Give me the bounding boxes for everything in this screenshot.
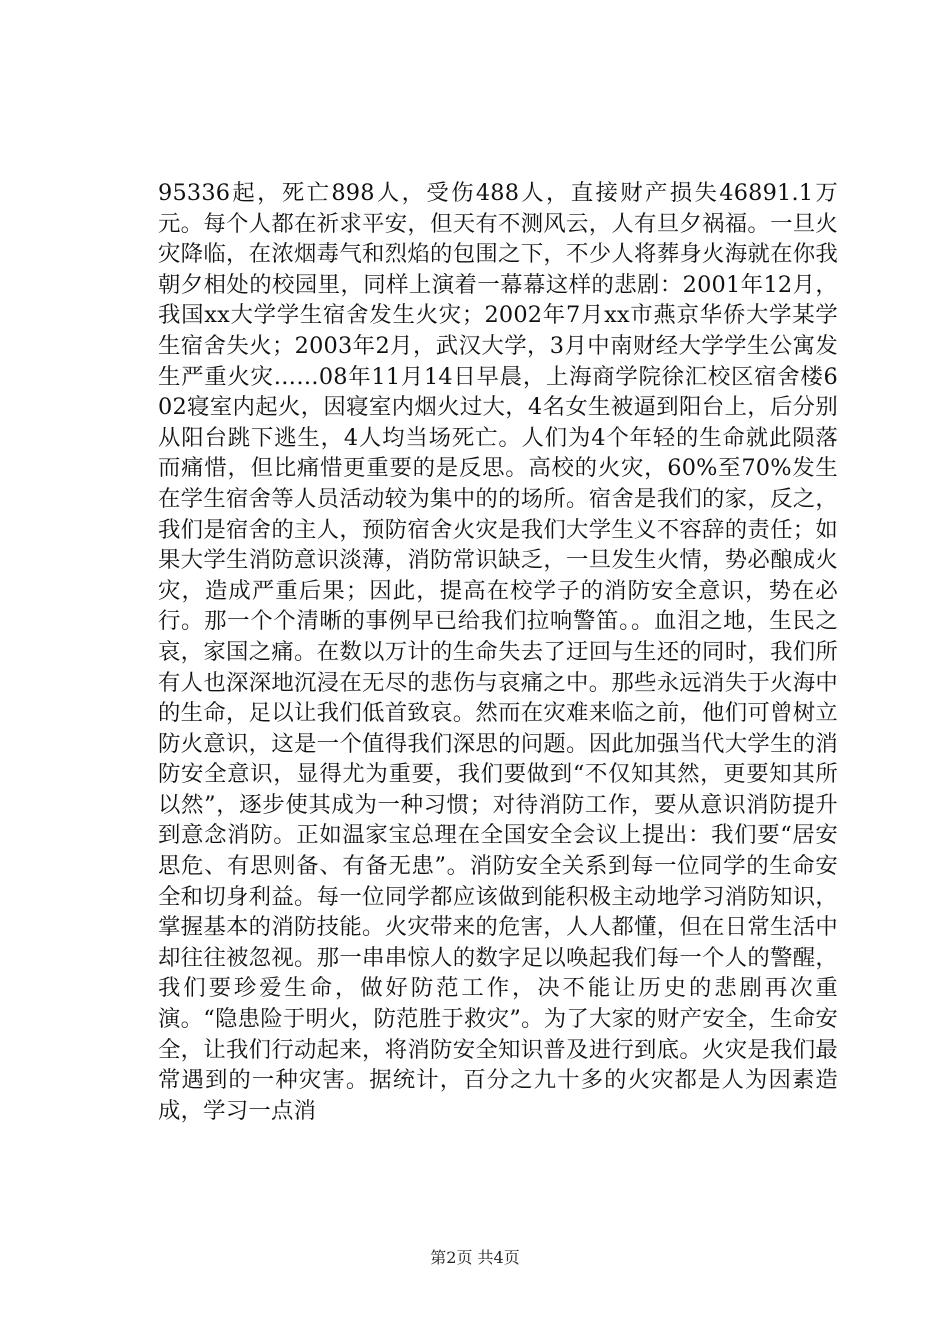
page-footer: 第2页 共4页 <box>430 1248 520 1267</box>
body-paragraph: 95336起，死亡898人，受伤488人，直接财产损失46891.1万元。每个人都在祈求平安，但天有不测风云，人有旦夕祸福。一旦火灾降临，在浓烟毒气和烈焰的包围之下，不少人将葬身火海就在你我朝夕相处的校园里，同样上演着一幕幕这样的悲剧：2001年12月，我国xx大学学生宿舍发生火灾；2002年7月xx市燕京华侨大学某学生宿舍失火；2003年2月，武汉大学，3月中南财经大学学生公寓发生严重火灾……08年11月14日早晨，上海商学院徐汇校区宿舍楼602寝室内起火，因寝室内烟火过大，4名女生被逼到阳台上，后分别从阳台跳下逃生，4人均当场死亡。人们为4个年轻的生命就此陨落而痛惜，但比痛惜更重要的是反思。高校的火灾，60%至70%发生在学生宿舍等人员活动较为集中的的场所。宿舍是我们的家，反之，我们是宿舍的主人，预防宿舍火灾是我们大学生义不容辞的责任；如果大学生消防意识淡薄，消防常识缺乏，一旦发生火情，势必酿成火灾，造成严重后果；因此，提高在校学子的消防安全意识，势在必行。那一个个清晰的事例早已给我们拉响警笛。。血泪之地，生民之哀，家国之痛。在数以万计的生命失去了迂回与生还的同时，我们所有人也深深地沉浸在无尽的悲伤与哀痛之中。那些永远消失于火海中的生命，足以让我们低首致哀。然而在灾难来临之前，他们可曾树立防火意识，这是一个值得我们深思的问题。因此加强当代大学生的消防安全意识，显得尤为重要，我们要做到“不仅知其然，更要知其所以然”，逐步使其成为一种习惯；对待消防工作，要从意识消防提升到意念消防。正如温家宝总理在全国安全会议上提出：我们要“居安思危、有思则备、有备无患”。消防安全关系到每一位同学的生命安全和切身利益。每一位同学都应该做到能积极主动地学习消防知识，掌握基本的消防技能。火灾带来的危害，人人都懂，但在日常生活中却往往被忽视。那一串串惊人的数字足以唤起我们每一个人的警醒，我们要珍爱生命，做好防范工作，决不能让历史的悲剧再次重演。“隐患险于明火，防范胜于救灾”。为了大家的财产安全，生命安全，让我们行动起来，将消防安全知识普及进行到底。火灾是我们最常遇到的一种灾害。据统计，百分之九十多的火灾都是人为因素造成，学习一点消 <box>158 180 838 1124</box>
